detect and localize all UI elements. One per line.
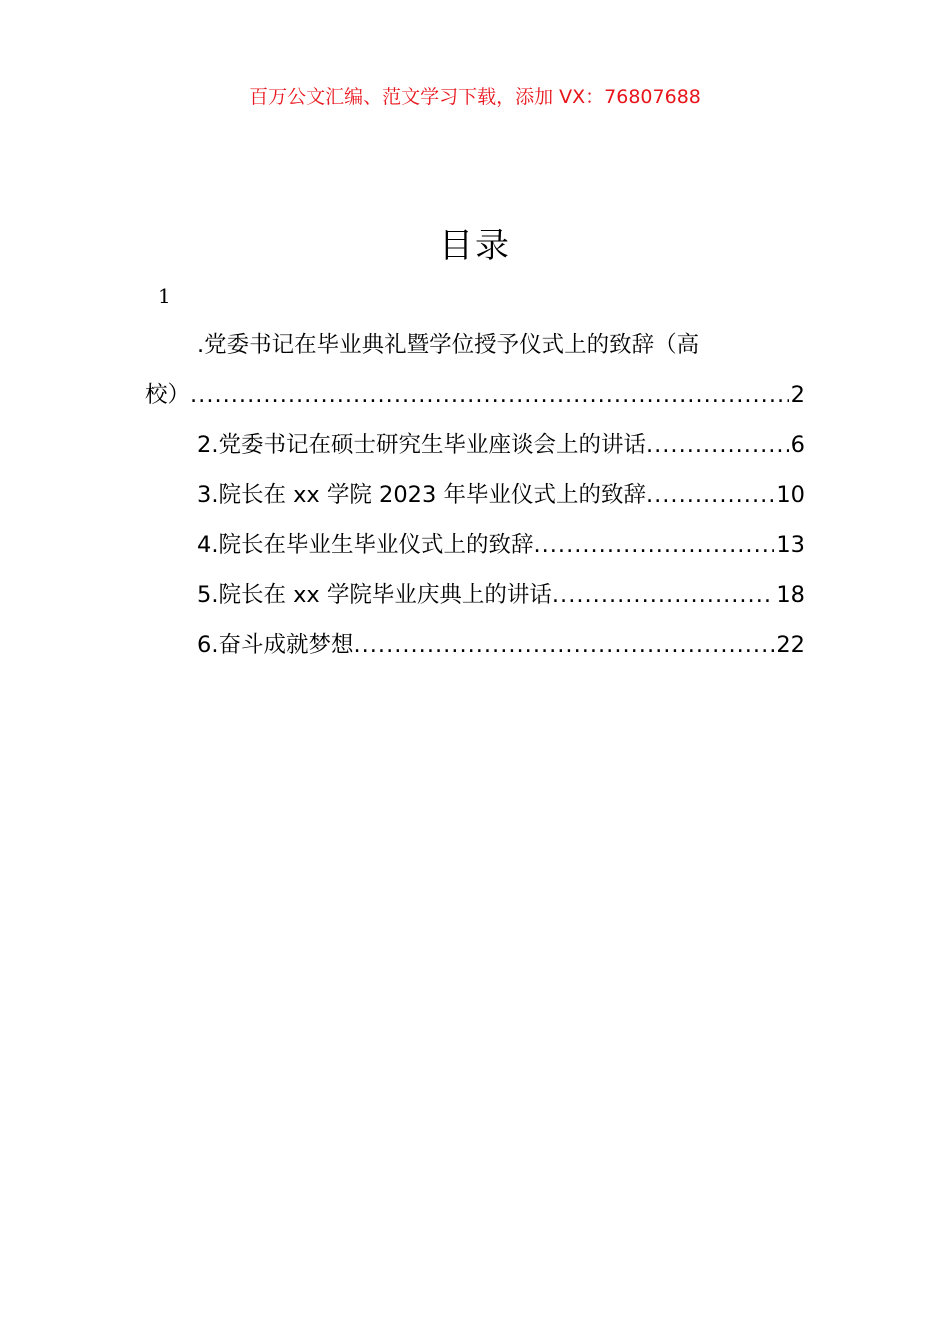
toc-page-number: 10 (776, 482, 805, 508)
toc-leader-dots (533, 520, 774, 570)
toc-page-number: 18 (776, 582, 805, 608)
page-title: 目录 (439, 226, 511, 266)
toc-entry-3[interactable] (145, 470, 805, 520)
toc-page-number: 13 (776, 532, 805, 558)
toc-entry-label: 3.院长在 xx 学院 2023 年毕业仪式上的致辞 (197, 482, 646, 508)
toc-entry-label: 校） (145, 382, 191, 408)
toc-leader-dots (190, 370, 789, 420)
toc-page-number: 2 (790, 382, 805, 408)
toc-entry-2[interactable] (145, 420, 805, 470)
toc-entry-1[interactable] (145, 370, 805, 420)
list-number: 1 (158, 284, 171, 308)
toc-leader-dots (552, 570, 774, 620)
table-of-contents (145, 320, 805, 670)
toc-entry-label: 6.奋斗成就梦想 (197, 632, 354, 658)
toc-entry-label: 2.党委书记在硕士研究生毕业座谈会上的讲话 (197, 432, 646, 458)
toc-entry-4[interactable] (145, 520, 805, 570)
toc-entry-5[interactable] (145, 570, 805, 620)
toc-leader-dots (353, 620, 774, 670)
toc-entry-label: 5.院长在 xx 学院毕业庆典上的讲话 (197, 582, 552, 608)
toc-entry-6[interactable] (145, 620, 805, 670)
toc-page-number: 22 (776, 632, 805, 658)
toc-leader-dots (646, 470, 774, 520)
toc-page-number: 6 (790, 432, 805, 458)
header-banner: 百万公文汇编、范文学习下载，添加 VX：76807688 (249, 86, 701, 108)
toc-entry-1-line1[interactable]: .党委书记在毕业典礼暨学位授予仪式上的致辞（高 (197, 332, 700, 358)
toc-entry-label: 4.院长在毕业生毕业仪式上的致辞 (197, 532, 534, 558)
toc-leader-dots (646, 420, 789, 470)
